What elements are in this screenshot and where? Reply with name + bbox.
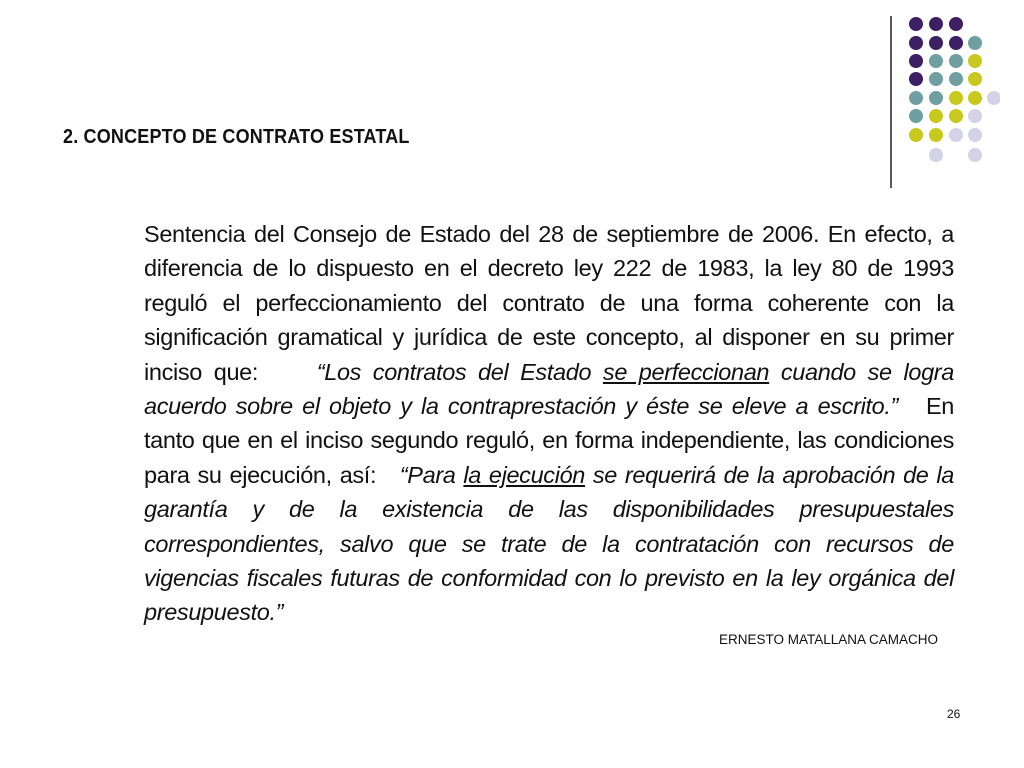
open-quote-mark-2: “	[399, 461, 408, 488]
dot	[987, 91, 1000, 105]
dot	[968, 72, 982, 86]
quote-two-part-a: Para	[407, 461, 464, 488]
dot	[929, 91, 943, 105]
body-paragraph	[144, 217, 954, 630]
dot	[968, 91, 982, 105]
close-quote-mark: ”	[890, 393, 899, 420]
open-quote-mark: “	[316, 358, 325, 385]
dot	[968, 128, 982, 142]
dot	[929, 148, 943, 162]
author-name: ERNESTO MATALLANA CAMACHO	[719, 632, 939, 647]
slide-title: 2. CONCEPTO DE CONTRATO ESTATAL	[63, 126, 410, 148]
dot	[949, 128, 963, 142]
dot	[909, 128, 923, 142]
dot	[929, 128, 943, 142]
quote-one-part-a: Los contratos del Estado	[324, 358, 603, 385]
dot	[909, 72, 923, 86]
dot	[929, 17, 943, 31]
middle-text: En tanto que en el inciso segundo reguló, en forma independiente, las condiciones para su ejecución, así:	[144, 393, 954, 488]
quote-one-part-b: cuando se logra acuerdo sobre el objeto y la contraprestación y éste se eleve a escrito.	[144, 358, 954, 420]
dot	[909, 54, 923, 68]
dot	[949, 17, 963, 31]
vertical-divider	[890, 16, 892, 188]
dot	[949, 54, 963, 68]
dot	[968, 148, 982, 162]
dot	[968, 109, 982, 123]
dot	[949, 109, 963, 123]
dot	[949, 72, 963, 86]
dot	[929, 72, 943, 86]
dot	[949, 36, 963, 50]
dot	[909, 36, 923, 50]
dot	[929, 36, 943, 50]
dot	[968, 36, 982, 50]
quote-two-underlined: la ejecución	[463, 461, 586, 488]
quote-one	[144, 359, 954, 419]
dot	[968, 54, 982, 68]
dot	[909, 17, 923, 31]
dot	[949, 91, 963, 105]
intro-text: Sentencia del Consejo de Estado del 28 de septiembre de 2006. En efecto, a diferencia de lo dispuesto en el decreto ley 222 de 1983, la ley 80 de 1993 reguló el perfeccionamiento del contrato de una forma coherente con la significación gramatical y jurídica de este concepto, al disponer en su primer inciso que:	[144, 221, 954, 385]
dot	[929, 54, 943, 68]
quote-one-underlined: se perfeccionan	[602, 358, 770, 385]
close-quote-mark-2: ”	[275, 599, 284, 626]
dot	[909, 109, 923, 123]
dot	[909, 91, 923, 105]
decorative-dot-grid	[904, 12, 1000, 168]
page-number: 26	[947, 707, 961, 721]
dot	[929, 109, 943, 123]
quote-two-part-b: se requerirá de la aprobación de la garantía y de la existencia de las disponibilidades presupuestales correspondientes, salvo que se trate de la contratación con recursos de vigencias fiscales futuras de conformidad con lo previsto en la ley orgánica del presupuesto.	[144, 461, 954, 626]
